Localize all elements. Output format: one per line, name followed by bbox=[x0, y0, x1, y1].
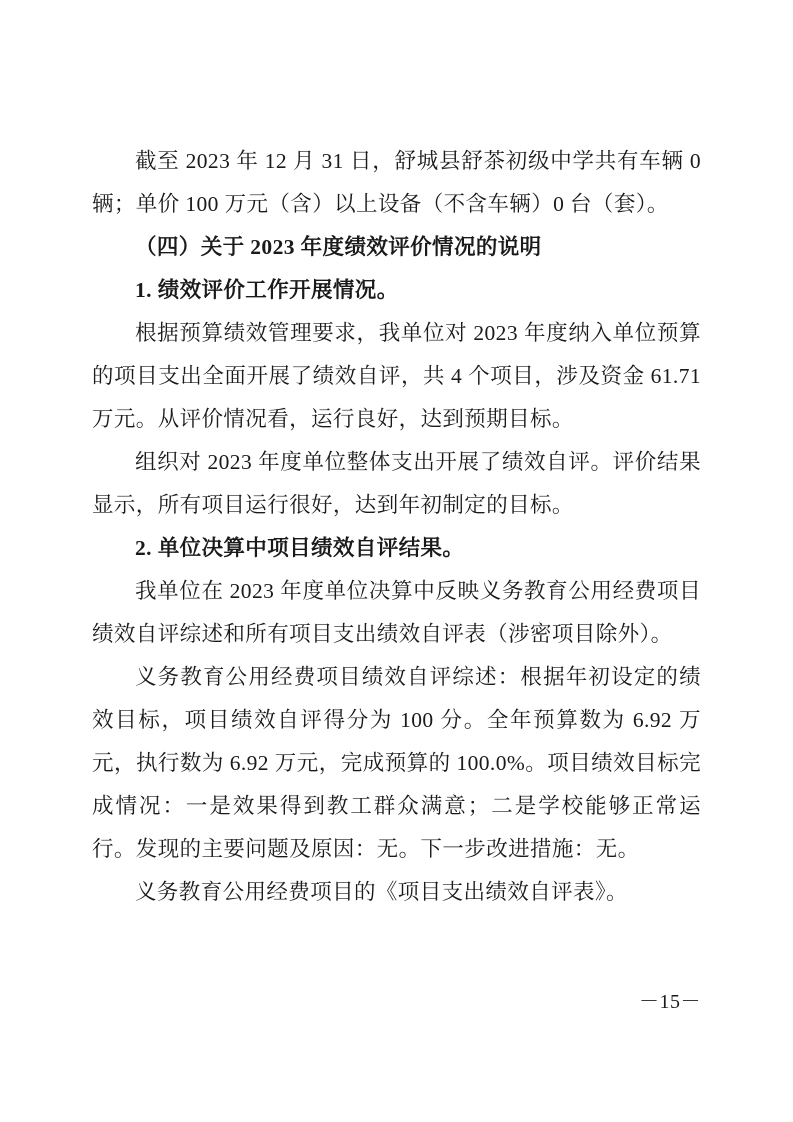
paragraph-compulsory-education-summary: 义务教育公用经费项目绩效自评综述：根据年初设定的绩效目标，项目绩效自评得分为 100 分。全年预算数为 6.92 万元，执行数为 6.92 万元，完成预算的 100.0%。项目绩效目标完成情况：一是效果得到教工群众满意；二是学校能够正常运行。发现的主要问题及原因：无。下一步改进措施：无。 bbox=[92, 665, 701, 861]
paragraph-performance-self-eval: 根据预算绩效管理要求，我单位对 2023 年度纳入单位预算的项目支出全面开展了绩效自评，共 4 个项目，涉及资金 61.71 万元。从评价情况看，运行良好，达到预期目标。 bbox=[92, 321, 701, 431]
paragraph-final-account-reflection: 我单位在 2023 年度单位决算中反映义务教育公用经费项目绩效自评综述和所有项目支出绩效自评表（涉密项目除外）。 bbox=[92, 579, 701, 646]
paragraph-subheading-1: 1. 绩效评价工作开展情况。 bbox=[135, 278, 399, 302]
page-number: －15－ bbox=[639, 991, 701, 1013]
paragraph-section-heading-four: （四）关于 2023 年度绩效评价情况的说明 bbox=[135, 235, 542, 259]
paragraph-vehicle-statement: 截至 2023 年 12 月 31 日，舒城县舒茶初级中学共有车辆 0 辆；单价 100 万元（含）以上设备（不含车辆）0 台（套）。 bbox=[92, 149, 701, 216]
paragraph-overall-expenditure-eval: 组织对 2023 年度单位整体支出开展了绩效自评。评价结果显示，所有项目运行很好，达到年初制定的目标。 bbox=[92, 450, 701, 517]
paragraph-self-eval-table-reference: 义务教育公用经费项目的《项目支出绩效自评表》。 bbox=[135, 880, 628, 904]
paragraph-subheading-2: 2. 单位决算中项目绩效自评结果。 bbox=[135, 536, 465, 560]
document-body bbox=[92, 140, 701, 914]
